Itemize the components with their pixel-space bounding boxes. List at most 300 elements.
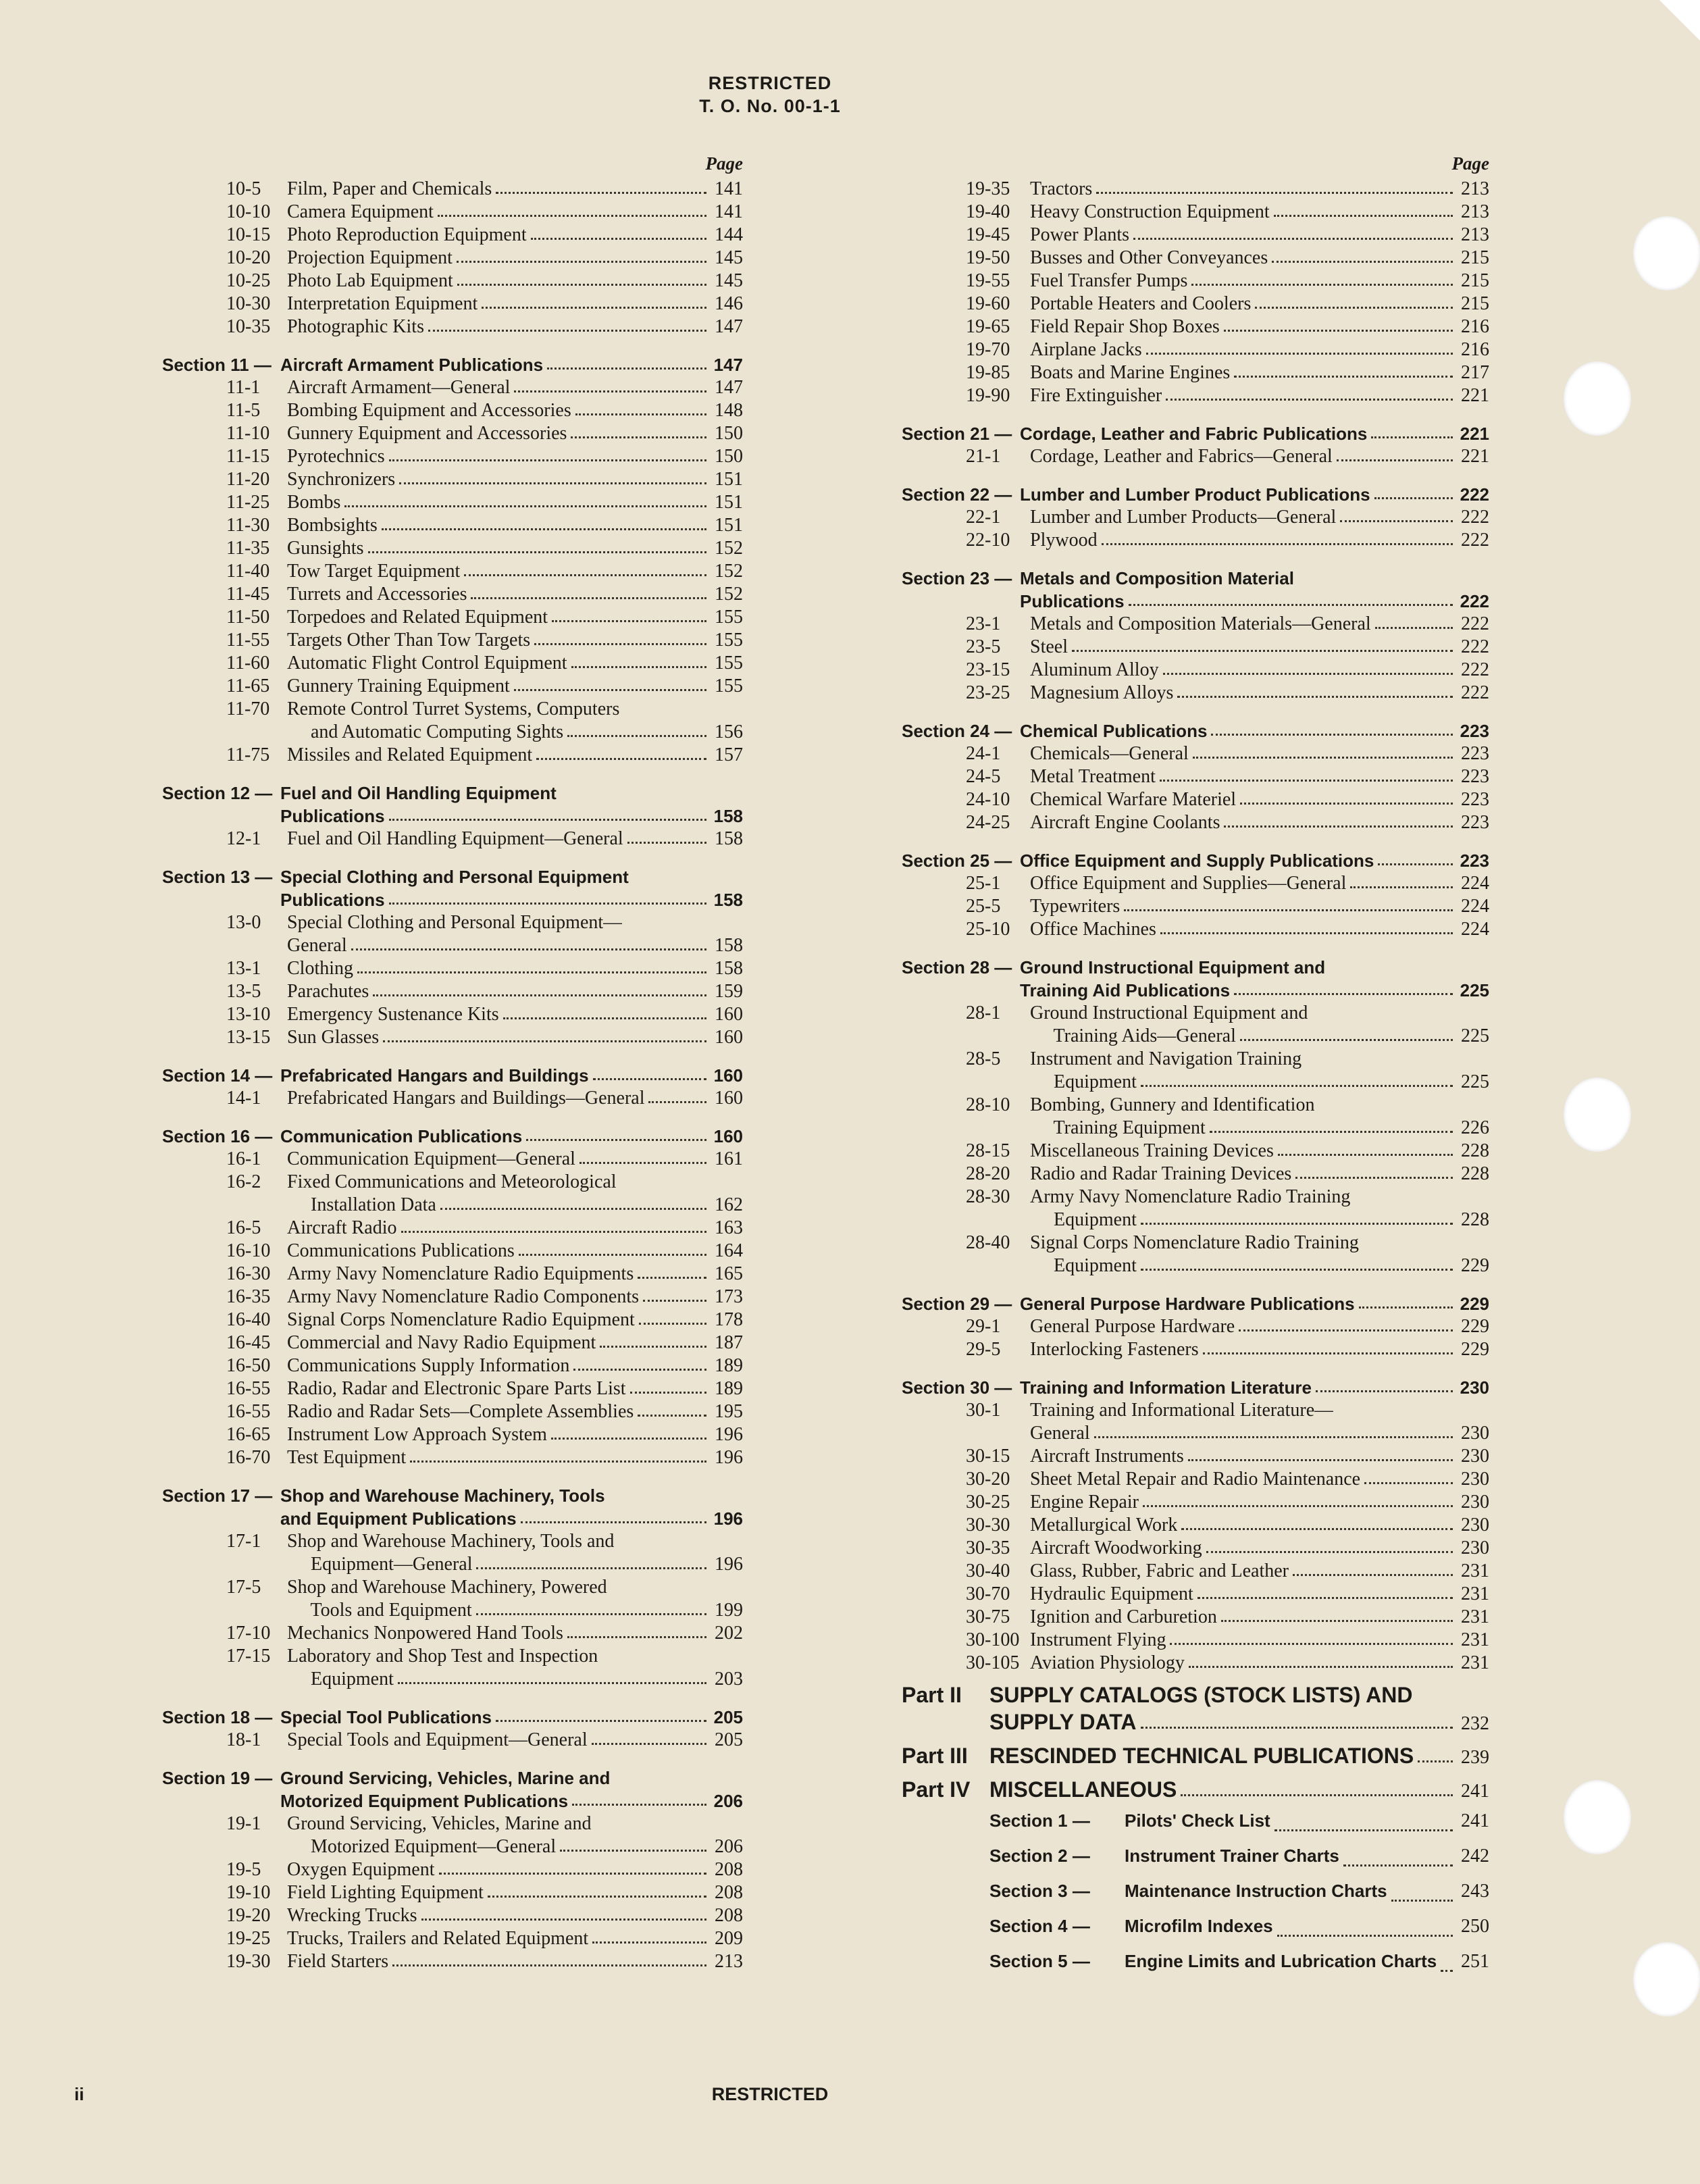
section-label: Section 17 —	[162, 1485, 273, 1506]
dot-leader	[488, 1896, 706, 1898]
toc-entry	[162, 1194, 743, 1217]
section-title: Ground Servicing, Vehicles, Marine and	[280, 1768, 611, 1788]
dot-leader	[534, 643, 706, 645]
toc-entry	[162, 1729, 743, 1752]
dot-leader	[638, 1277, 706, 1279]
dot-leader	[1141, 1085, 1453, 1087]
toc-entry	[162, 583, 743, 606]
entry-page-number: 165	[715, 1263, 743, 1284]
toc-entry	[902, 1094, 1489, 1117]
page-column-label: Page	[1451, 153, 1489, 174]
toc-entry	[902, 178, 1489, 201]
entry-title: Shop and Warehouse Machinery, Tools and	[287, 1531, 615, 1552]
entry-number: 19-60	[966, 293, 1010, 314]
entry-title: Airplane Jacks	[1030, 339, 1142, 360]
dot-leader	[392, 1964, 706, 1966]
entry-title: Film, Paper and Chemicals	[287, 178, 492, 199]
toc-entry	[162, 224, 743, 247]
entry-page-number: 224	[1461, 919, 1489, 940]
entry-page-number: 216	[1461, 339, 1489, 360]
entry-page-number: 152	[715, 561, 743, 582]
entry-page-number: 231	[1461, 1606, 1489, 1627]
entry-number: 16-30	[226, 1263, 271, 1284]
entry-number: 16-45	[226, 1332, 271, 1353]
dot-leader	[1221, 1620, 1453, 1622]
toc-entry	[902, 1140, 1489, 1163]
page-column-label: Page	[705, 153, 743, 174]
entry-number: 23-25	[966, 682, 1010, 703]
toc-entry	[162, 1377, 743, 1400]
entry-number: 28-10	[966, 1094, 1010, 1115]
entry-page-number: 160	[715, 1027, 743, 1048]
entry-page-number: 159	[715, 981, 743, 1002]
entry-title: Heavy Construction Equipment	[1030, 201, 1270, 222]
section-title: Publications	[1020, 591, 1125, 611]
entry-number: 19-85	[966, 362, 1010, 383]
toc-entry	[902, 1071, 1489, 1094]
dot-leader	[1391, 1900, 1453, 1902]
section-heading	[162, 1507, 743, 1530]
entry-page-number: 146	[715, 293, 743, 314]
entry-page-number: 239	[1461, 1747, 1489, 1768]
entry-number: 30-70	[966, 1583, 1010, 1604]
entry-page-number: 222	[1461, 682, 1489, 703]
section-label: Section 24 —	[902, 721, 1012, 741]
entry-number: 13-1	[226, 958, 261, 979]
dot-leader	[503, 1017, 706, 1019]
entry-number: 30-75	[966, 1606, 1010, 1627]
entry-title: Communications Supply Information	[287, 1355, 570, 1376]
toc-entry	[162, 247, 743, 270]
dot-leader	[471, 597, 706, 599]
entry-page-number: 223	[1460, 721, 1489, 741]
part-section-label: Section 3 —	[989, 1881, 1090, 1901]
entry-page-number: 206	[713, 1791, 743, 1811]
entry-title: Plywood	[1030, 530, 1098, 551]
dot-leader	[1166, 399, 1453, 401]
toc-entry	[162, 514, 743, 537]
entry-title: Office Machines	[1030, 919, 1156, 940]
dot-leader	[560, 1850, 706, 1852]
toc-entry	[902, 742, 1489, 765]
dot-leader	[1206, 1551, 1453, 1553]
entry-page-number: 226	[1461, 1117, 1489, 1138]
toc-entry	[902, 1468, 1489, 1491]
entry-page-number: 215	[1461, 293, 1489, 314]
dot-leader	[1188, 1459, 1453, 1461]
section-label: Section 19 —	[162, 1768, 273, 1788]
part-label: Part III	[902, 1744, 968, 1768]
entry-number: 28-15	[966, 1140, 1010, 1161]
entry-page-number: 160	[715, 1004, 743, 1025]
entry-page-number: 152	[715, 538, 743, 559]
section-title: Fuel and Oil Handling Equipment	[280, 783, 557, 803]
entry-page-number: 163	[715, 1217, 743, 1238]
footer-classification: RESTRICTED	[711, 2084, 829, 2104]
part-heading	[902, 1742, 1489, 1769]
entry-number: 11-50	[226, 607, 270, 628]
dot-leader	[1224, 330, 1453, 332]
section-heading	[162, 865, 743, 888]
entry-number: 30-15	[966, 1446, 1010, 1467]
toc-entry	[162, 1881, 743, 1904]
dot-leader	[1072, 650, 1453, 652]
dot-leader	[383, 1040, 706, 1042]
toc-entry	[162, 828, 743, 850]
section-heading	[162, 1706, 743, 1729]
toc-entry	[902, 1117, 1489, 1140]
entry-title: Training and Informational Literature—	[1030, 1400, 1334, 1421]
dot-leader	[351, 948, 706, 950]
entry-title: Training Equipment	[1030, 1117, 1206, 1138]
entry-number: 28-30	[966, 1186, 1010, 1207]
entry-title: Tractors	[1030, 178, 1093, 199]
entry-number: 22-1	[966, 507, 1001, 528]
toc-entry	[902, 918, 1489, 941]
dot-leader	[571, 666, 706, 668]
entry-title: Ground Servicing, Vehicles, Marine and	[287, 1813, 592, 1834]
entry-number: 28-20	[966, 1163, 1010, 1184]
dot-leader	[1274, 1829, 1453, 1831]
entry-title: Projection Equipment	[287, 247, 453, 268]
section-heading	[902, 1292, 1489, 1315]
dot-leader	[1274, 215, 1453, 217]
toc-entry	[902, 1048, 1489, 1071]
toc-entry	[162, 293, 743, 315]
entry-title: Equipment	[1030, 1255, 1137, 1276]
toc-entry	[902, 613, 1489, 636]
entry-title: Parachutes	[287, 981, 369, 1002]
entry-number: 19-10	[226, 1882, 271, 1903]
dot-leader	[1124, 909, 1453, 911]
toc-entry	[162, 721, 743, 744]
dot-leader	[496, 1720, 706, 1722]
dot-leader	[1240, 803, 1453, 805]
entry-page-number: 213	[715, 1951, 743, 1972]
dot-leader	[410, 1461, 706, 1463]
dot-leader	[1343, 1864, 1453, 1866]
dot-leader	[1163, 673, 1453, 675]
dot-leader	[1141, 1727, 1453, 1729]
part-section-heading	[902, 1908, 1489, 1944]
entry-page-number: 147	[715, 316, 743, 337]
toc-entry	[162, 270, 743, 293]
entry-number: 30-1	[966, 1400, 1001, 1421]
dot-leader	[1160, 780, 1453, 782]
toc-entry	[162, 744, 743, 767]
entry-page-number: 222	[1461, 507, 1489, 528]
toc-entry	[162, 1927, 743, 1950]
dot-leader	[575, 413, 706, 415]
toc-entry	[902, 445, 1489, 468]
section-heading	[902, 590, 1489, 613]
entry-page-number: 187	[715, 1332, 743, 1353]
entry-title: Training Aids—General	[1030, 1025, 1236, 1046]
entry-page-number: 196	[715, 1554, 743, 1575]
entry-page-number: 209	[715, 1928, 743, 1949]
entry-page-number: 199	[715, 1600, 743, 1621]
toc-entry	[162, 445, 743, 468]
entry-number: 16-35	[226, 1286, 271, 1307]
dot-leader	[464, 574, 706, 576]
entry-title: Signal Corps Nomenclature Radio Training	[1030, 1232, 1359, 1253]
toc-entry	[902, 1186, 1489, 1209]
dot-leader	[521, 1521, 706, 1523]
entry-number: 17-15	[226, 1646, 271, 1667]
footer-page-number: ii	[74, 2084, 84, 2104]
dot-leader	[531, 238, 706, 240]
entry-page-number: 241	[1461, 1810, 1489, 1831]
entry-page-number: 213	[1461, 178, 1489, 199]
section-label: Section 13 —	[162, 867, 273, 887]
entry-page-number: 195	[715, 1401, 743, 1422]
part-heading	[902, 1708, 1489, 1735]
toc-entry	[162, 698, 743, 721]
entry-number: 16-40	[226, 1309, 271, 1330]
entry-number: 16-1	[226, 1148, 261, 1169]
entry-number: 19-65	[966, 316, 1010, 337]
entry-title: Aircraft Armament—General	[287, 377, 511, 398]
entry-page-number: 158	[715, 828, 743, 849]
dot-leader	[1177, 696, 1453, 698]
entry-title: Steel	[1030, 636, 1068, 657]
dot-leader	[600, 1346, 706, 1348]
section-title: General Purpose Hardware Publications	[1020, 1294, 1355, 1314]
part-section-label: Section 1 —	[989, 1810, 1090, 1831]
entry-page-number: 231	[1461, 1652, 1489, 1673]
entry-number: 28-5	[966, 1048, 1001, 1069]
entry-page-number: 213	[1461, 201, 1489, 222]
entry-title: Remote Control Turret Systems, Computers	[287, 699, 620, 719]
section-label: Section 25 —	[902, 850, 1012, 871]
toc-entry	[162, 1423, 743, 1446]
entry-page-number: 141	[715, 178, 743, 199]
entry-page-number: 250	[1461, 1916, 1489, 1937]
punch-hole	[1633, 216, 1700, 290]
dot-leader	[1211, 734, 1453, 736]
dot-leader	[1350, 886, 1453, 888]
entry-page-number: 217	[1461, 362, 1489, 383]
part-section-title: Instrument Trainer Charts	[1125, 1846, 1339, 1866]
part-section-heading	[902, 1944, 1489, 1979]
entry-page-number: 148	[715, 400, 743, 421]
entry-page-number: 241	[1461, 1781, 1489, 1802]
section-title: Cordage, Leather and Fabric Publications	[1020, 424, 1368, 444]
part-heading	[902, 1776, 1489, 1803]
toc-entry	[902, 1491, 1489, 1514]
dot-leader	[1234, 993, 1453, 995]
entry-title: Test Equipment	[287, 1447, 407, 1468]
entry-number: 11-5	[226, 400, 261, 421]
entry-title: Gunsights	[287, 538, 364, 559]
entry-number: 28-1	[966, 1002, 1001, 1023]
toc-entry	[162, 1309, 743, 1331]
dot-leader	[1272, 261, 1453, 263]
toc-entry	[162, 315, 743, 338]
punch-hole	[1633, 1942, 1700, 2016]
entry-page-number: 251	[1461, 1951, 1489, 1972]
entry-title: Glass, Rubber, Fabric and Leather	[1030, 1560, 1289, 1581]
entry-title: Ground Instructional Equipment and	[1030, 1002, 1308, 1023]
section-title: Publications	[280, 806, 385, 826]
header-classification: RESTRICTED	[708, 73, 832, 93]
dot-leader	[1181, 1794, 1453, 1796]
entry-page-number: 222	[1460, 484, 1489, 505]
entry-number: 13-15	[226, 1027, 271, 1048]
entry-title: Equipment	[287, 1669, 394, 1690]
entry-number: 23-5	[966, 636, 1001, 657]
toc-entry	[162, 1217, 743, 1240]
entry-page-number: 221	[1460, 424, 1489, 444]
entry-page-number: 151	[715, 515, 743, 536]
entry-title: and Automatic Computing Sights	[287, 721, 564, 742]
entry-number: 11-35	[226, 538, 270, 559]
entry-title: Missiles and Related Equipment	[287, 744, 533, 765]
entry-number: 16-55	[226, 1378, 271, 1399]
part-heading	[902, 1681, 1489, 1708]
entry-page-number: 224	[1461, 873, 1489, 894]
entry-number: 19-5	[226, 1859, 261, 1880]
entry-title: Mechanics Nonpowered Hand Tools	[287, 1623, 563, 1644]
entry-number: 19-90	[966, 385, 1010, 406]
entry-page-number: 158	[713, 890, 743, 910]
toc-entry	[902, 1537, 1489, 1560]
entry-page-number: 164	[715, 1240, 743, 1261]
entry-number: 17-10	[226, 1623, 271, 1644]
entry-number: 23-15	[966, 659, 1010, 680]
dot-leader	[389, 459, 706, 461]
toc-entry	[162, 934, 743, 957]
entry-page-number: 223	[1461, 812, 1489, 833]
entry-page-number: 215	[1461, 270, 1489, 291]
entry-title: Emergency Sustenance Kits	[287, 1004, 499, 1025]
toc-entry	[162, 1331, 743, 1354]
entry-page-number: 222	[1461, 659, 1489, 680]
entry-title: Aircraft Radio	[287, 1217, 397, 1238]
entry-title: Synchronizers	[287, 469, 396, 490]
entry-title: Torpedoes and Related Equipment	[287, 607, 548, 628]
toc-entry	[902, 872, 1489, 895]
toc-entry	[162, 1668, 743, 1691]
dot-leader	[1129, 604, 1453, 606]
entry-title: Photographic Kits	[287, 316, 424, 337]
entry-page-number: 232	[1461, 1713, 1489, 1734]
page-corner	[1659, 0, 1700, 41]
dot-leader	[1375, 627, 1453, 629]
entry-title: Photo Lab Equipment	[287, 270, 453, 291]
entry-title: Army Navy Nomenclature Radio Equipments	[287, 1263, 634, 1284]
toc-entry	[902, 895, 1489, 918]
entry-title: Cordage, Leather and Fabrics—General	[1030, 446, 1333, 467]
toc-right-column	[902, 152, 1489, 1979]
section-heading	[162, 1767, 743, 1789]
dot-leader	[382, 528, 706, 530]
dot-leader	[519, 1254, 706, 1256]
toc-entry	[902, 247, 1489, 270]
dot-leader	[1191, 284, 1453, 286]
entry-number: 24-25	[966, 812, 1010, 833]
entry-title: Shop and Warehouse Machinery, Powered	[287, 1577, 607, 1598]
toc-entry	[902, 1254, 1489, 1277]
entry-title: Bombs	[287, 492, 341, 513]
entry-page-number: 147	[715, 377, 743, 398]
section-title: Ground Instructional Equipment and	[1020, 957, 1326, 977]
dot-leader	[439, 1873, 706, 1875]
entry-title: Automatic Flight Control Equipment	[287, 653, 567, 674]
entry-number: 16-10	[226, 1240, 271, 1261]
entry-number: 24-10	[966, 789, 1010, 810]
entry-number: 10-10	[226, 201, 271, 222]
entry-page-number: 221	[1461, 385, 1489, 406]
entry-title: Field Lighting Equipment	[287, 1882, 484, 1903]
dot-leader	[389, 819, 706, 821]
entry-number: 18-1	[226, 1729, 261, 1750]
dot-leader	[547, 367, 706, 370]
entry-number: 16-70	[226, 1447, 271, 1468]
dot-leader	[438, 215, 706, 217]
section-label: Section 29 —	[902, 1294, 1012, 1314]
toc-entry	[162, 1400, 743, 1423]
dot-leader	[399, 482, 706, 484]
entry-number: 11-30	[226, 515, 270, 536]
toc-entry	[902, 1209, 1489, 1231]
toc-entry	[162, 422, 743, 445]
dot-leader	[630, 1392, 706, 1394]
entry-page-number: 173	[715, 1286, 743, 1307]
entry-page-number: 230	[1461, 1492, 1489, 1513]
entry-number: 11-20	[226, 469, 270, 490]
dot-leader	[1141, 1223, 1453, 1225]
part-section-title: Microfilm Indexes	[1125, 1916, 1273, 1936]
section-title: Aircraft Armament Publications	[280, 355, 544, 375]
entry-page-number: 196	[715, 1424, 743, 1445]
dot-leader	[1418, 1760, 1453, 1762]
entry-page-number: 205	[713, 1707, 743, 1727]
toc-entry	[162, 1286, 743, 1309]
dot-leader	[573, 1369, 706, 1371]
dot-leader	[421, 1919, 706, 1921]
toc-entry	[902, 1514, 1489, 1537]
dot-leader	[514, 390, 706, 392]
entry-title: Signal Corps Nomenclature Radio Equipment	[287, 1309, 635, 1330]
entry-title: Lumber and Lumber Products—General	[1030, 507, 1337, 528]
entry-number: 11-10	[226, 423, 270, 444]
entry-page-number: 213	[1461, 224, 1489, 245]
entry-title: Fire Extinguisher	[1030, 385, 1162, 406]
entry-page-number: 228	[1461, 1209, 1489, 1230]
entry-page-number: 223	[1460, 850, 1489, 871]
entry-number: 22-10	[966, 530, 1010, 551]
entry-page-number: 155	[715, 676, 743, 696]
entry-page-number: 222	[1461, 613, 1489, 634]
section-heading	[902, 422, 1489, 445]
entry-number: 10-5	[226, 178, 261, 199]
entry-page-number: 202	[715, 1623, 743, 1644]
entry-number: 11-15	[226, 446, 270, 467]
entry-number: 21-1	[966, 446, 1001, 467]
entry-number: 25-10	[966, 919, 1010, 940]
dot-leader	[1364, 1482, 1453, 1484]
toc-entry	[902, 1445, 1489, 1468]
entry-number: 11-25	[226, 492, 270, 513]
part-section-heading	[902, 1873, 1489, 1908]
entry-page-number: 230	[1460, 1377, 1489, 1398]
toc-entry	[162, 1835, 743, 1858]
dot-leader	[1224, 826, 1453, 828]
entry-page-number: 225	[1461, 1025, 1489, 1046]
entry-title: Boats and Marine Engines	[1030, 362, 1231, 383]
part-label: Part II	[902, 1683, 962, 1707]
